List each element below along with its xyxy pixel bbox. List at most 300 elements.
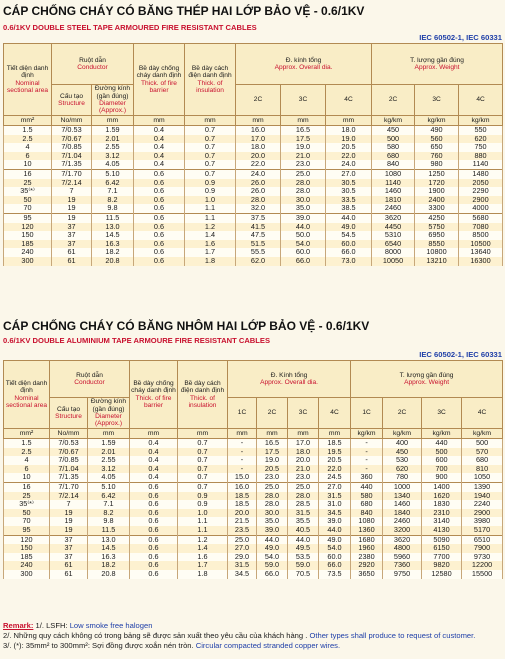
table-cell: 16.3 [88,553,130,562]
table-cell: 1000 [383,482,422,491]
table-cell: 31.5 [228,561,257,570]
table-cell: - [351,439,383,448]
unit-cell: mm [288,429,319,439]
steel-tape-subtitle-block [3,23,502,32]
table-cell: 16.0 [228,482,257,491]
unit-cell: mm [257,429,288,439]
table-cell: 0.6 [130,570,178,579]
header-od-4c: 4C [326,85,372,116]
table-cell: 240 [4,561,50,570]
table-cell: 0.7 [178,473,228,482]
table-cell: 1390 [462,482,503,491]
table-cell: 44.0 [281,223,326,232]
table-cell: 4 [4,456,50,465]
table-cell: 0.9 [185,187,236,196]
table-cell: 1620 [422,492,462,501]
header-wt-4c: 4C [462,398,503,429]
table-cell: 25.0 [257,482,288,491]
header-od-2c: 2C [236,85,281,116]
aluminium-tape-subtitle-block [3,336,502,345]
steel-tape-table-wrap [3,43,502,266]
table-cell: 44.0 [319,526,351,535]
unit-cell: mm [228,429,257,439]
table-cell: 150 [4,544,50,553]
table-cell: 7/1.35 [52,160,92,169]
table-cell: 0.7 [178,439,228,448]
table-cell: 7/2.14 [52,179,92,188]
table-cell: 0.9 [178,500,228,509]
table-cell: 5750 [415,223,459,232]
table-cell: 25.0 [228,535,257,544]
table-cell: 580 [351,492,383,501]
table-cell: 2310 [422,509,462,518]
table-cell: 27.0 [319,482,351,491]
table-cell: 7/0.53 [52,126,92,135]
header-insulation: Bề dày cách điện danh định Thick. of insulation [185,44,236,116]
table-cell: 20.8 [92,257,134,266]
table-cell: 7/1.04 [52,152,92,161]
table-cell: 1.5 [4,126,52,135]
header-wt-3c: 3C [415,85,459,116]
table-cell: 1830 [422,500,462,509]
table-cell: 0.6 [134,169,185,178]
remark-2-vi: 2/. Những quy cách không có trong bảng sẽ được sản xuất theo yêu cầu của khách hàng . [3,631,308,640]
table-cell: 5.10 [92,169,134,178]
table-cell: 4250 [415,213,459,222]
header-od-2c: 2C [257,398,288,429]
table-cell: 0.6 [134,223,185,232]
table-cell: 120 [4,535,50,544]
table-cell: 0.4 [134,160,185,169]
table-cell: 60.0 [281,248,326,257]
table-cell: 22.0 [236,160,281,169]
table-cell: 32.0 [236,204,281,213]
unit-cell: No/mm [52,116,92,126]
table-cell: 61 [50,561,88,570]
table-cell: 650 [415,143,459,152]
table-cell: 7/0.85 [52,143,92,152]
table-cell: 50 [4,196,52,205]
table-cell: 16.5 [281,126,326,135]
table-cell: 300 [4,570,50,579]
table-cell: 13640 [459,248,503,257]
table-cell: 780 [383,473,422,482]
table-cell: 38.5 [326,204,372,213]
table-cell: 4800 [383,544,422,553]
table-cell: 2290 [459,187,503,196]
table-cell: - [228,448,257,457]
table-cell: 560 [415,135,459,144]
table-cell: 13210 [415,257,459,266]
table-cell: 20.5 [257,465,288,474]
remark-2-en: Other types shall produce to request of customer. [307,631,476,640]
table-cell: 5310 [372,231,415,240]
header-od-4c: 4C [319,398,351,429]
table-cell: 70 [4,517,50,526]
table-cell: 50 [4,509,50,518]
table-cell: 27.0 [326,169,372,178]
table-cell: 33.5 [326,196,372,205]
table-cell: 25 [4,492,50,501]
unit-cell: kg/km [383,429,422,439]
aluminium-tape-title: CÁP CHỐNG CHÁY CÓ BĂNG NHÔM HAI LỚP BẢO VỆ - 0.6/1KV [3,319,370,333]
table-row [4,179,503,188]
unit-cell: No/mm [50,429,88,439]
table-cell: 0.6 [134,196,185,205]
table-cell: 7360 [383,561,422,570]
table-cell: 60.0 [319,553,351,562]
table-row [4,570,503,579]
table-cell: 580 [372,143,415,152]
table-cell: 9820 [422,561,462,570]
table-cell: 300 [4,257,52,266]
table-row [4,196,503,205]
table-cell: 2.55 [88,456,130,465]
table-cell: 400 [383,439,422,448]
table-cell: 19 [52,213,92,222]
table-cell: - [351,448,383,457]
table-cell: 28.0 [281,179,326,188]
table-row [4,439,503,448]
header-wt-4c: 4C [459,85,503,116]
table-cell: - [228,456,257,465]
table-cell: 19 [50,509,88,518]
table-cell: 1360 [351,526,383,535]
aluminium-tape-group-2 [4,482,503,535]
table-row [4,535,503,544]
table-row [4,213,503,222]
header-area: Tiết diện danh định Nominal sectional area [4,44,52,116]
aluminium-tape-units-row [4,429,503,439]
table-cell: 31.0 [319,500,351,509]
header-od-3c: 3C [281,85,326,116]
table-cell: 1480 [459,169,503,178]
table-cell: 20.8 [88,570,130,579]
table-cell: 16300 [459,257,503,266]
table-cell: 680 [462,456,503,465]
table-cell: 9750 [383,570,422,579]
table-cell: 5680 [459,213,503,222]
table-cell: 66.0 [319,561,351,570]
table-cell: 1140 [459,160,503,169]
table-cell: 7900 [462,544,503,553]
table-cell: 0.7 [178,482,228,491]
table-cell: 51.5 [236,240,281,249]
table-cell: 0.6 [134,179,185,188]
table-cell: 2920 [351,561,383,570]
table-cell: 49.5 [288,544,319,553]
table-cell: 120 [4,223,52,232]
remark-3-vi: 3/. (*): 35mm² to 300mm²: Sợi đồng được xoắn nén tròn. [3,641,194,650]
table-cell: 49.0 [326,223,372,232]
steel-tape-group-2 [4,169,503,213]
table-cell: 2460 [372,204,415,213]
header-wt-3c: 3C [422,398,462,429]
table-cell: 31.5 [288,509,319,518]
table-cell: 0.7 [185,160,236,169]
table-cell: 1080 [372,169,415,178]
table-cell: 0.7 [185,126,236,135]
remark-1-vi: 1/. LSFH: [35,621,68,630]
table-cell: 12200 [462,561,503,570]
table-cell: 2240 [462,500,503,509]
table-cell: 570 [462,448,503,457]
table-cell: 35.0 [281,204,326,213]
table-row [4,152,503,161]
unit-cell: mm [130,429,178,439]
header-conductor: Ruột dẫn Conductor [52,44,134,85]
table-cell: 150 [4,231,52,240]
table-cell: 2.01 [88,448,130,457]
table-cell: 28.0 [288,492,319,501]
table-cell: 500 [462,439,503,448]
table-cell: 450 [372,126,415,135]
unit-cell: mm [134,116,185,126]
units-row [4,116,503,126]
table-cell: 600 [422,456,462,465]
table-cell: 620 [383,465,422,474]
table-cell: 0.7 [185,152,236,161]
header-wt-2c: 2C [372,85,415,116]
table-cell: 19 [52,196,92,205]
table-cell: 4.05 [88,473,130,482]
table-cell: 50.0 [281,231,326,240]
table-cell: 3300 [415,204,459,213]
table-cell: 4000 [459,204,503,213]
table-cell: - [228,465,257,474]
table-cell: 3620 [372,213,415,222]
table-cell: 2.5 [4,135,52,144]
unit-cell: kg/km [415,116,459,126]
table-cell: 28.0 [236,196,281,205]
table-cell: 0.6 [130,509,178,518]
table-cell: 70.5 [288,570,319,579]
table-row [4,187,503,196]
table-cell: 0.6 [130,535,178,544]
table-cell: 0.7 [178,465,228,474]
table-cell: 0.6 [134,257,185,266]
table-cell: 3620 [383,535,422,544]
table-row [4,448,503,457]
table-row [4,456,503,465]
table-cell: 21.5 [228,517,257,526]
table-cell: 550 [459,126,503,135]
table-cell: 0.6 [130,544,178,553]
table-cell: 6150 [422,544,462,553]
table-cell: 55.5 [236,248,281,257]
table-row [4,473,503,482]
table-cell: 0.6 [134,187,185,196]
table-cell: 1.59 [92,126,134,135]
steel-tape-table [3,43,503,266]
aluminium-tape-subtitle: 0.6/1KV DOUBLE ALUMINIUM TAPE ARMOURE FIRE RESISTANT CABLES [3,336,271,345]
table-cell: 1680 [351,535,383,544]
table-cell: 37 [52,223,92,232]
table-cell: 1810 [372,196,415,205]
steel-tape-title: CÁP CHỐNG CHÁY CÓ BĂNG THÉP HAI LỚP BẢO VỆ - 0.6/1KV [3,4,365,18]
table-cell: 0.6 [130,492,178,501]
table-cell: 18.2 [88,561,130,570]
table-cell: 20.5 [326,143,372,152]
table-cell: 980 [415,160,459,169]
unit-cell: mm [185,116,236,126]
table-cell: 59.0 [288,561,319,570]
table-cell: 2.5 [4,448,50,457]
table-cell: 1460 [383,500,422,509]
header-conductor: Ruột dẫn Conductor [50,361,130,398]
table-cell: 185 [4,240,52,249]
table-cell: 6.42 [88,492,130,501]
unit-cell: mm [281,116,326,126]
table-cell: 13.0 [88,535,130,544]
table-cell: 20.0 [288,456,319,465]
table-cell: 54.0 [319,544,351,553]
unit-cell: kg/km [372,116,415,126]
table-row [4,223,503,232]
header-weight: T. lượng gần đúng Approx. Weight [372,44,503,85]
table-cell: 37 [52,231,92,240]
header-overall-dia: Đ. kính tổng Approx. Overall dia. [236,44,372,85]
table-cell: 35.0 [257,517,288,526]
table-cell: 16 [4,482,50,491]
table-cell: 6950 [415,231,459,240]
table-cell: 6.42 [92,179,134,188]
table-cell: 0.7 [185,135,236,144]
table-cell: 29.0 [228,553,257,562]
table-cell: 40.5 [288,526,319,535]
table-cell: - [351,465,383,474]
table-cell: 0.4 [130,456,178,465]
table-cell: 4 [4,143,52,152]
table-row [4,231,503,240]
table-cell: 30.0 [281,196,326,205]
unit-cell: kg/km [459,116,503,126]
table-cell: 34.5 [228,570,257,579]
table-cell: 0.6 [130,526,178,535]
header-diameter: Đường kính (gần đúng) Diameter (Approx.) [92,85,134,116]
table-cell: 10050 [372,257,415,266]
table-row [4,143,503,152]
table-cell: 25.0 [288,482,319,491]
table-cell: 2900 [459,196,503,205]
table-cell: 8.2 [88,509,130,518]
table-cell: 8550 [415,240,459,249]
header-structure: Cấu tạo Structure [50,398,88,429]
table-row [4,482,503,491]
table-cell: 240 [4,248,52,257]
table-cell: 20.5 [319,456,351,465]
table-row [4,240,503,249]
table-cell: 0.6 [134,248,185,257]
table-cell: 16 [4,169,52,178]
remark-label: Remark: [3,621,34,630]
table-cell: 19.5 [319,448,351,457]
table-cell: 41.5 [236,223,281,232]
table-cell: 0.4 [130,465,178,474]
table-cell: 7/0.85 [50,456,88,465]
table-row [4,544,503,553]
table-cell: 0.6 [134,204,185,213]
table-row [4,492,503,501]
table-cell: 1960 [351,544,383,553]
table-cell: 59.0 [257,561,288,570]
table-cell: 1.2 [178,535,228,544]
header-overall-dia: Đ. Kính tổng Approx. Overall dia. [228,361,351,398]
table-cell: 2.55 [92,143,134,152]
table-cell: 0.4 [134,126,185,135]
steel-tape-units-row [4,116,503,126]
table-row [4,526,503,535]
table-cell: 4130 [422,526,462,535]
table-cell: 19 [52,204,92,213]
table-row [4,169,503,178]
table-cell: 1720 [415,179,459,188]
table-cell: 1.5 [4,439,50,448]
table-cell: 10 [4,160,52,169]
aluminium-tape-header [4,361,503,429]
table-cell: 54.0 [281,240,326,249]
table-cell: 7/1.70 [52,169,92,178]
table-row [4,509,503,518]
table-cell: 0.6 [130,482,178,491]
table-cell: 11.5 [92,213,134,222]
table-cell: 0.6 [134,240,185,249]
table-cell: 17.0 [288,439,319,448]
table-cell: 95 [4,213,52,222]
header-wt-2c: 2C [383,398,422,429]
table-cell: 1400 [422,482,462,491]
table-cell: 4450 [372,223,415,232]
table-cell: 5170 [462,526,503,535]
remark-3-en: Circular compacted stranded copper wires. [193,641,341,650]
table-cell: 1.7 [178,561,228,570]
unit-cell: mm [319,429,351,439]
table-cell: 2.01 [92,135,134,144]
table-cell: 1.8 [185,257,236,266]
table-cell: 0.4 [134,143,185,152]
table-cell: 35⁽*⁾ [4,500,50,509]
table-cell: 34.5 [319,509,351,518]
table-cell: 20.0 [228,509,257,518]
table-cell: 680 [372,152,415,161]
table-cell: 620 [459,135,503,144]
table-cell: 44.0 [257,535,288,544]
table-cell: 1.7 [185,248,236,257]
unit-cell: mm [92,116,134,126]
table-cell: 60.0 [326,240,372,249]
table-cell: - [228,439,257,448]
table-cell: - [351,456,383,465]
aluminium-tape-table-wrap [3,360,502,579]
table-cell: 17.5 [281,135,326,144]
header-weight: T. lượng gần đúng Approx. Weight [351,361,503,398]
unit-cell: mm [236,116,281,126]
table-row [4,561,503,570]
table-cell: 23.0 [281,160,326,169]
table-cell: 95 [4,526,50,535]
table-row [4,126,503,135]
table-cell: 3200 [383,526,422,535]
header-structure: Cấu tạo Structure [52,85,92,116]
table-cell: 31.5 [319,492,351,501]
table-cell: 1.6 [178,553,228,562]
table-cell: 37 [52,240,92,249]
steel-tape-title-block [3,4,502,18]
table-row [4,204,503,213]
steel-tape-header [4,44,503,116]
table-row [4,553,503,562]
table-cell: 28.5 [288,500,319,509]
